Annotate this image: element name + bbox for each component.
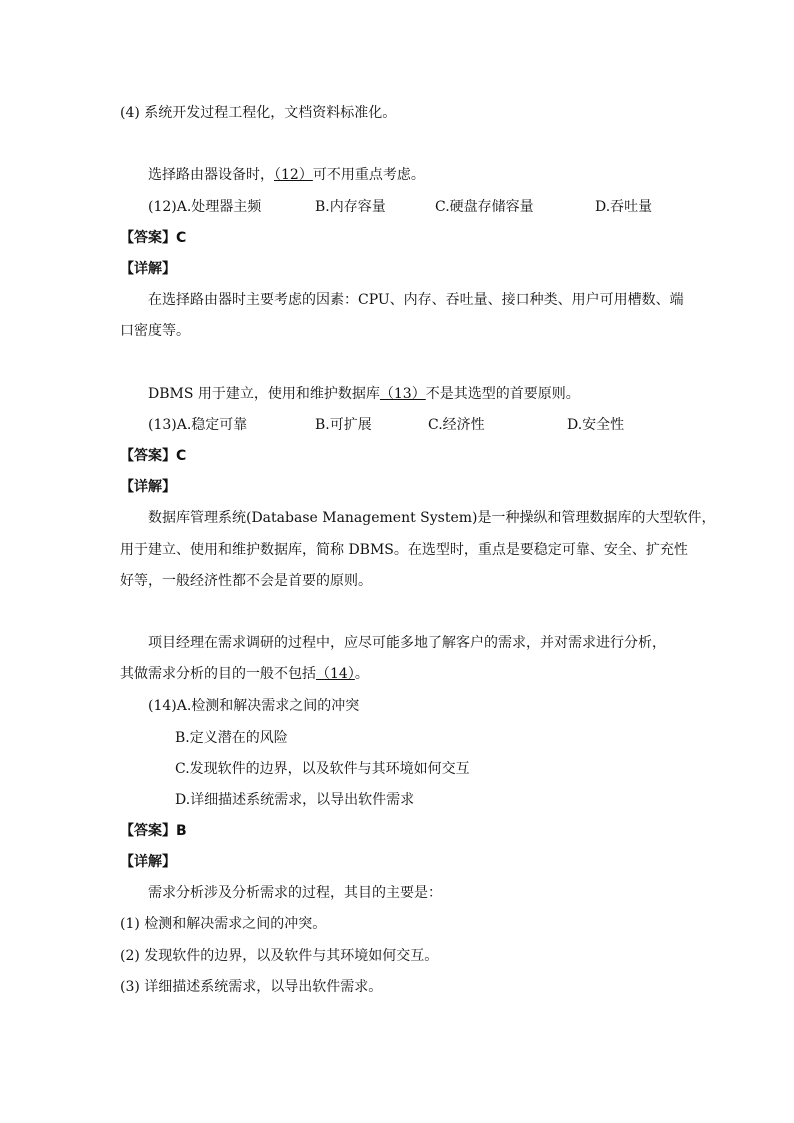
question-14-stem-end: 。	[354, 666, 369, 682]
question-14-detail-label: 【详解】	[120, 854, 176, 870]
question-12-detail-label: 【详解】	[120, 261, 176, 277]
intro-line: (4) 系统开发过程工程化，文档资料标准化。	[120, 105, 397, 121]
question-14-option-b: B.定义潜在的风险	[175, 730, 288, 746]
question-13-detail-line: 数据库管理系统(Database Management System)是一种操纵和管理数据库的大型软件，	[148, 510, 716, 526]
answer-label: 【答案】	[120, 823, 176, 839]
question-12-stem-start: 选择路由器设备时，	[148, 167, 274, 183]
answer-label: 【答案】	[120, 448, 176, 464]
question-14-stem-line	[120, 664, 369, 684]
question-13-detail-line: 用于建立、使用和维护数据库，简称 DBMS。在选型时，重点是要稳定可靠、安全、扩充性	[120, 542, 688, 558]
question-13-option-d: D.安全性	[567, 417, 625, 433]
question-14-detail-line: 需求分析涉及分析需求的过程，其目的主要是：	[148, 885, 442, 901]
question-12-option-b: B.内存容量	[315, 199, 386, 215]
question-14-option-a: (14)A.检测和解决需求之间的冲突	[148, 698, 360, 714]
question-13-stem-start: DBMS 用于建立，使用和维护数据库	[148, 386, 380, 402]
question-13-option-b: B.可扩展	[315, 417, 372, 433]
question-13-detail-label: 【详解】	[120, 479, 176, 495]
question-14-blank: （14）	[316, 666, 355, 682]
question-12-detail-line: 口密度等。	[120, 323, 190, 339]
question-14-detail-line: (3) 详细描述系统需求，以导出软件需求。	[120, 979, 383, 995]
question-14-detail-line: (2) 发现软件的边界，以及软件与其环境如何交互。	[120, 948, 439, 964]
question-12-stem	[148, 165, 425, 185]
answer-value: C	[176, 448, 187, 464]
question-13-detail-line: 好等，一般经济性都不会是首要的原则。	[120, 573, 372, 589]
question-14-option-c: C.发现软件的边界，以及软件与其环境如何交互	[175, 761, 470, 777]
question-12-blank: （12）	[274, 167, 313, 183]
question-12-option-d: D.吞吐量	[595, 199, 653, 215]
question-12-detail-line: 在选择路由器时主要考虑的因素：CPU、内存、吞吐量、接口种类、用户可用槽数、端	[148, 292, 684, 308]
question-12-option-c: C.硬盘存储容量	[435, 199, 534, 215]
question-14-stem-start: 其做需求分析的目的一般不包括	[120, 666, 316, 682]
question-14-stem-line: 项目经理在需求调研的过程中，应尽可能多地了解客户的需求，并对需求进行分析，	[148, 635, 666, 651]
question-14-detail-line: (1) 检测和解决需求之间的冲突。	[120, 916, 327, 932]
question-13-option-c: C.经济性	[428, 417, 485, 433]
question-13-stem-end: 不是其选型的首要原则。	[425, 386, 580, 402]
question-13-option-a: (13)A.稳定可靠	[148, 417, 248, 433]
answer-label: 【答案】	[120, 230, 176, 246]
question-13-stem	[148, 384, 580, 404]
question-14-answer	[120, 821, 187, 841]
answer-value: C	[176, 230, 187, 246]
question-13-answer	[120, 446, 186, 466]
question-12-answer	[120, 228, 186, 248]
question-13-blank: （13）	[379, 386, 426, 402]
question-12-stem-end: 可不用重点考虑。	[312, 167, 425, 183]
question-14-option-d: D.详细描述系统需求，以导出软件需求	[175, 792, 415, 808]
answer-value: B	[176, 823, 187, 839]
question-12-option-a: (12)A.处理器主频	[148, 199, 262, 215]
